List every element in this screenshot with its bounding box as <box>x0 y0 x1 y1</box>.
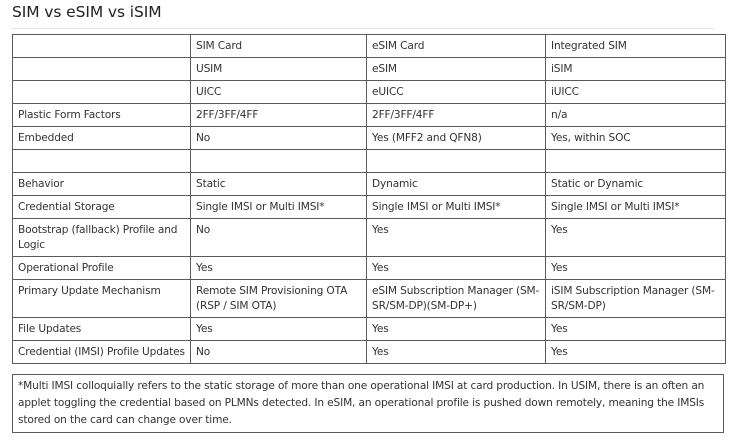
cell-isim: Static or Dynamic <box>546 173 726 196</box>
table-row <box>13 81 726 104</box>
table-row <box>13 280 726 318</box>
cell-isim: iSIM <box>546 58 726 81</box>
page-title: SIM vs eSIM vs iSIM <box>12 3 162 21</box>
table-row <box>13 341 726 364</box>
row-label <box>13 58 191 81</box>
cell-sim: 2FF/3FF/4FF <box>191 104 367 127</box>
row-label: Behavior <box>13 173 191 196</box>
cell-isim: Yes, within SOC <box>546 127 726 150</box>
header-cell-blank <box>13 35 191 58</box>
cell-esim: Yes <box>367 219 546 257</box>
cell-isim: iUICC <box>546 81 726 104</box>
table-row <box>13 219 726 257</box>
row-label <box>13 150 191 173</box>
footnote-box: *Multi IMSI colloquially refers to the static storage of more than one operational IMSI at card production. In USIM, there is an often an applet toggling the credential based on PLMNs detected. In eSIM, an operational profile is pushed down remotely, meaning the IMSIs stored on the card can change over time. <box>12 374 724 433</box>
cell-isim <box>546 150 726 173</box>
table-header-row <box>13 35 726 58</box>
cell-isim: Yes <box>546 318 726 341</box>
table-row-spacer <box>13 150 726 173</box>
row-label: Credential (IMSI) Profile Updates <box>13 341 191 364</box>
table-row <box>13 58 726 81</box>
table-row <box>13 127 726 150</box>
cell-isim: n/a <box>546 104 726 127</box>
row-label: Embedded <box>13 127 191 150</box>
table-row <box>13 104 726 127</box>
table-row <box>13 173 726 196</box>
table-row <box>13 318 726 341</box>
row-label: Bootstrap (fallback) Profile and Logic <box>13 219 191 257</box>
cell-esim: Yes <box>367 257 546 280</box>
row-label: File Updates <box>13 318 191 341</box>
cell-sim: Yes <box>191 318 367 341</box>
cell-esim: Dynamic <box>367 173 546 196</box>
cell-sim: No <box>191 219 367 257</box>
cell-isim: Yes <box>546 219 726 257</box>
row-label <box>13 81 191 104</box>
header-cell-sim-card: SIM Card <box>191 35 367 58</box>
cell-esim <box>367 150 546 173</box>
cell-esim: Yes <box>367 341 546 364</box>
cell-sim: No <box>191 127 367 150</box>
title-divider <box>12 28 715 29</box>
row-label: Credential Storage <box>13 196 191 219</box>
cell-sim: Static <box>191 173 367 196</box>
cell-isim: iSIM Subscription Manager (SM-SR/SM-DP) <box>546 280 726 318</box>
row-label: Plastic Form Factors <box>13 104 191 127</box>
cell-sim: Yes <box>191 257 367 280</box>
cell-esim: Yes <box>367 318 546 341</box>
cell-isim: Single IMSI or Multi IMSI* <box>546 196 726 219</box>
cell-esim: 2FF/3FF/4FF <box>367 104 546 127</box>
cell-esim: Single IMSI or Multi IMSI* <box>367 196 546 219</box>
header-cell-esim-card: eSIM Card <box>367 35 546 58</box>
cell-isim: Yes <box>546 341 726 364</box>
cell-sim: UICC <box>191 81 367 104</box>
cell-esim: eSIM Subscription Manager (SM-SR/SM-DP)(SM-DP+) <box>367 280 546 318</box>
cell-isim: Yes <box>546 257 726 280</box>
cell-esim: Yes (MFF2 and QFN8) <box>367 127 546 150</box>
row-label: Primary Update Mechanism <box>13 280 191 318</box>
cell-sim: Single IMSI or Multi IMSI* <box>191 196 367 219</box>
cell-sim <box>191 150 367 173</box>
header-cell-integrated-sim: Integrated SIM <box>546 35 726 58</box>
cell-sim: USIM <box>191 58 367 81</box>
comparison-table <box>12 34 726 364</box>
row-label: Operational Profile <box>13 257 191 280</box>
table-row <box>13 257 726 280</box>
table-row <box>13 196 726 219</box>
cell-sim: No <box>191 341 367 364</box>
cell-esim: eUICC <box>367 81 546 104</box>
cell-esim: eSIM <box>367 58 546 81</box>
cell-sim: Remote SIM Provisioning OTA (RSP / SIM OTA) <box>191 280 367 318</box>
